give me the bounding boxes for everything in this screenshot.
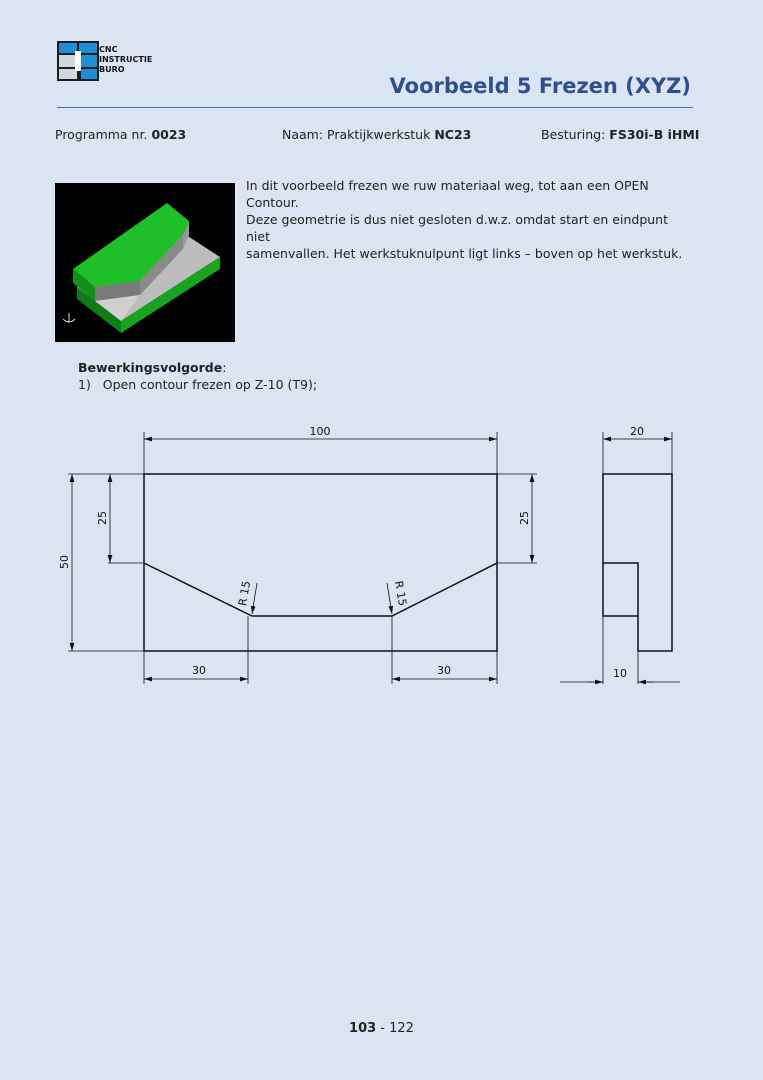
intro-text bbox=[246, 177, 686, 262]
intro-line: Deze geometrie is dus niet gesloten d.w.z. omdat start en eindpunt niet bbox=[246, 212, 668, 244]
control-type bbox=[541, 127, 699, 142]
dim-right-offset: 30 bbox=[437, 664, 451, 677]
workpiece-3d-render bbox=[55, 183, 235, 342]
workpiece-name bbox=[282, 127, 471, 142]
dim-side-width: 20 bbox=[630, 425, 644, 438]
name-value: NC23 bbox=[434, 127, 472, 142]
company-logo bbox=[57, 41, 99, 81]
operation-text: Open contour frezen op Z-10 (T9); bbox=[102, 377, 318, 392]
technical-drawing bbox=[0, 420, 763, 700]
dim-side-step: 10 bbox=[613, 667, 627, 680]
total-pages: 122 bbox=[389, 1021, 414, 1036]
side-view-outline bbox=[603, 474, 672, 651]
name-label: Naam: Praktijkwerkstuk bbox=[282, 127, 431, 142]
operation-number: 1) bbox=[78, 377, 91, 392]
current-page: 103 bbox=[349, 1021, 377, 1036]
control-label: Besturing: bbox=[541, 127, 606, 142]
program-value: 0023 bbox=[151, 127, 187, 142]
title-divider bbox=[57, 107, 693, 108]
dim-height: 50 bbox=[58, 555, 71, 569]
logo-line-buro: BURO bbox=[99, 65, 125, 74]
dim-left-offset: 30 bbox=[192, 664, 206, 677]
control-value: FS30i-B iHMI bbox=[609, 127, 700, 142]
page-title: Voorbeeld 5 Frezen (XYZ) bbox=[389, 74, 691, 98]
page-separator: - bbox=[376, 1021, 390, 1036]
operations-heading-colon: : bbox=[222, 360, 227, 375]
operations-heading bbox=[78, 360, 226, 375]
intro-line: samenvallen. Het werkstuknulpunt ligt links – boven op het werkstuk. bbox=[246, 246, 683, 261]
dim-width: 100 bbox=[309, 425, 331, 438]
operation-item bbox=[78, 377, 317, 392]
radius-right: R 15 bbox=[391, 579, 410, 607]
radius-left: R 15 bbox=[235, 579, 254, 607]
program-label: Programma nr. bbox=[55, 127, 148, 142]
front-view-outline bbox=[144, 474, 497, 651]
logo-line-cnc: CNC bbox=[99, 45, 118, 54]
intro-line: In dit voorbeeld frezen we ruw materiaal weg, tot aan een OPEN Contour. bbox=[246, 178, 649, 210]
logo-line-instructie: INSTRUCTIE bbox=[99, 55, 153, 64]
page-number bbox=[0, 1021, 763, 1036]
operations-heading-label: Bewerkingsvolgorde bbox=[78, 360, 223, 375]
program-number bbox=[55, 127, 186, 142]
dim-right-depth: 25 bbox=[518, 511, 531, 525]
dim-left-depth: 25 bbox=[96, 511, 109, 525]
